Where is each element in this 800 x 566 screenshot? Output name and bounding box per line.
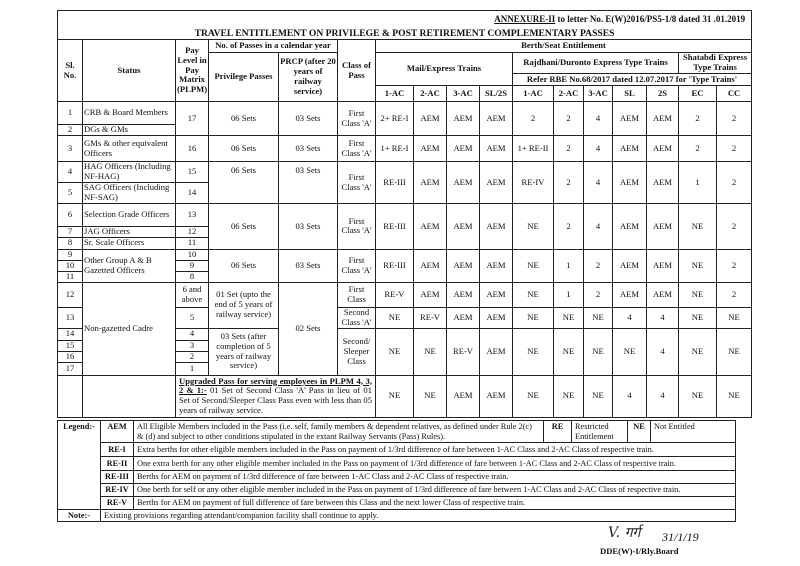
- berth-cell: NE: [513, 375, 554, 418]
- empty-cell: [58, 375, 83, 418]
- berth-cell: 4: [584, 102, 613, 136]
- berth-cell: NE: [554, 375, 584, 418]
- berth-cell: 2: [717, 162, 752, 204]
- legend-code: AEM: [101, 421, 134, 443]
- table-row: [58, 282, 752, 307]
- berth-cell: NE: [554, 307, 584, 328]
- annexure-label: ANNEXURE-II: [494, 14, 556, 24]
- berth-cell: 1+ RE-II: [513, 136, 554, 162]
- berth-cell: RE-V: [447, 328, 480, 375]
- class-cell: First Class 'A': [338, 249, 376, 282]
- legend-text: Restricted Entitlement: [572, 421, 628, 443]
- pay-cell: 14: [176, 183, 209, 204]
- col-mail-2ac: 2-AC: [414, 86, 447, 102]
- sl-cell: 8: [58, 237, 83, 249]
- sl-cell: 3: [58, 136, 83, 162]
- berth-cell: AEM: [480, 162, 513, 204]
- pay-cell: 8: [176, 271, 209, 282]
- col-raj-2s: 2S: [647, 86, 679, 102]
- berth-cell: NE: [376, 375, 414, 418]
- col-mail-3ac: 3-AC: [447, 86, 480, 102]
- sl-cell: 4: [58, 162, 83, 183]
- sl-cell: 9: [58, 249, 83, 260]
- legend-code: RE-IV: [101, 484, 134, 497]
- legend-table: [57, 420, 736, 522]
- page-title: TRAVEL ENTITLEMENT ON PRIVILEGE & POST RETIREMENT COMPLEMENTARY PASSES: [194, 28, 615, 39]
- berth-cell: 4: [647, 328, 679, 375]
- note-text: Existing provisions regarding attendant/companion facility shall continue to apply.: [101, 509, 736, 522]
- berth-cell: AEM: [613, 204, 647, 250]
- berth-cell: 2: [584, 282, 613, 307]
- sl-cell: 1: [58, 102, 83, 125]
- berth-cell: AEM: [480, 204, 513, 250]
- berth-cell: AEM: [414, 136, 447, 162]
- berth-cell: 4: [613, 375, 647, 418]
- berth-cell: RE-III: [376, 204, 414, 250]
- class-cell: First Class: [338, 282, 376, 307]
- sl-cell: 7: [58, 227, 83, 238]
- berth-cell: AEM: [613, 102, 647, 136]
- privilege-cell: 06 Sets: [209, 204, 279, 250]
- berth-cell: NE: [414, 328, 447, 375]
- legend-label: Legend:-: [58, 421, 101, 510]
- header-sl: Sl. No.: [58, 40, 83, 102]
- status-cell: Non-gazetted Cadre: [83, 282, 176, 375]
- legend-text: Extra berths for other eligible members included in the Pass on payment of 1/3rd difference of fare between 1-AC Class and 2-AC Class of respective train.: [134, 443, 736, 457]
- berth-cell: AEM: [647, 249, 679, 282]
- berth-cell: 2: [717, 249, 752, 282]
- berth-cell: AEM: [447, 249, 480, 282]
- berth-cell: NE: [584, 328, 613, 375]
- berth-cell: 4: [584, 204, 613, 250]
- status-cell: Selection Grade Officers: [83, 204, 176, 227]
- table-row: [58, 136, 752, 162]
- header-shatabdi: Shatabdi Express Type Trains: [679, 53, 752, 74]
- berth-cell: RE-III: [376, 249, 414, 282]
- sl-cell: 15: [58, 340, 83, 351]
- sl-cell: 5: [58, 183, 83, 204]
- berth-cell: AEM: [447, 375, 480, 418]
- berth-cell: AEM: [480, 136, 513, 162]
- berth-cell: NE: [679, 249, 717, 282]
- sl-cell: 10: [58, 260, 83, 271]
- berth-cell: 1+ RE-I: [376, 136, 414, 162]
- berth-cell: NE: [513, 282, 554, 307]
- berth-cell: AEM: [480, 282, 513, 307]
- privilege-cell: 06 Sets: [209, 102, 279, 136]
- berth-cell: AEM: [414, 204, 447, 250]
- entitlement-table: [57, 10, 752, 418]
- prcp-cell: 03 Sets: [279, 136, 338, 162]
- pay-cell: 2: [176, 351, 209, 362]
- berth-cell: AEM: [414, 249, 447, 282]
- berth-cell: 2: [717, 282, 752, 307]
- berth-cell: AEM: [414, 102, 447, 136]
- pay-cell: 9: [176, 260, 209, 271]
- legend-text: One extra berth for any other eligible member included in the Pass on payment of 1/3rd difference of fare between 1-AC Class and 2-AC Class of respective train.: [134, 457, 736, 471]
- prcp-cell: 03 Sets: [279, 102, 338, 136]
- class-cell: First Class 'A': [338, 102, 376, 136]
- berth-cell: 1: [554, 249, 584, 282]
- legend-text: All Eligible Members included in the Pass (i.e. self, family members & dependent relatives, as defined under Rule 2(c) & (d) and subject to other conditions stipulated in the extant Railway Servants (Pass) Rules).: [134, 421, 544, 443]
- status-cell: Sr. Scale Officers: [83, 237, 176, 249]
- legend-text: Not Entitled: [651, 421, 736, 443]
- berth-cell: AEM: [647, 162, 679, 204]
- status-cell: GMs & other equivalent Officers: [83, 136, 176, 162]
- header-refer: Refer RBE No.68/2017 dated 12.07.2017 for 'Type Trains': [513, 74, 752, 86]
- sl-cell: 16: [58, 351, 83, 362]
- privilege-cell: 03 Sets (after completion of 5 years of railway service): [209, 328, 279, 375]
- prcp-cell: 03 Sets: [279, 249, 338, 282]
- berth-cell: 2: [679, 102, 717, 136]
- privilege-cell: 01 Set (upto the end of 5 years of railway service): [209, 282, 279, 328]
- status-cell: HAG Officers (Including NF-HAG): [83, 162, 176, 183]
- berth-cell: 4: [647, 307, 679, 328]
- berth-cell: NE: [679, 328, 717, 375]
- prcp-cell: 02 Sets: [279, 282, 338, 375]
- berth-cell: NE: [513, 328, 554, 375]
- berth-cell: AEM: [447, 102, 480, 136]
- header-prcp: PRCP (after 20 years of railway service): [279, 53, 338, 102]
- empty-cell: [83, 375, 176, 418]
- annexure-reference: [494, 14, 745, 24]
- header-privilege: Privilege Passes: [209, 53, 279, 102]
- class-cell: First Class 'A': [338, 136, 376, 162]
- signature-date: 31/1/19: [662, 530, 699, 544]
- berth-cell: AEM: [447, 162, 480, 204]
- signature: V. गर्ग: [608, 525, 641, 541]
- privilege-cell: 06 Sets: [209, 162, 279, 204]
- col-raj-2ac: 2-AC: [554, 86, 584, 102]
- berth-cell: 2+ RE-I: [376, 102, 414, 136]
- privilege-cell: 06 Sets: [209, 136, 279, 162]
- header-rajdhani: Rajdhani/Duronto Express Type Trains: [513, 53, 679, 74]
- sl-cell: 11: [58, 271, 83, 282]
- berth-cell: 2: [717, 204, 752, 250]
- col-shatabdi-cc: CC: [717, 86, 752, 102]
- berth-cell: RE-IV: [513, 162, 554, 204]
- legend-code: RE: [544, 421, 572, 443]
- berth-cell: 2: [554, 204, 584, 250]
- berth-cell: NE: [513, 204, 554, 250]
- berth-cell: NE: [679, 282, 717, 307]
- berth-cell: 2: [513, 102, 554, 136]
- pay-cell: 16: [176, 136, 209, 162]
- annexure-date: 31 .01.2019: [702, 14, 746, 24]
- berth-cell: AEM: [613, 249, 647, 282]
- class-cell: First Class 'A': [338, 162, 376, 204]
- pay-cell: 5: [176, 307, 209, 328]
- upgraded-text: 01 Set of Second Class 'A' Pass in lieu of 01 Set of Second/Sleeper Class Pass even with less than 05 years of railway service.: [179, 385, 372, 416]
- legend-code: RE-V: [101, 497, 134, 510]
- legend-code: RE-I: [101, 443, 134, 457]
- header-class: Class of Pass: [338, 40, 376, 102]
- pay-cell: 15: [176, 162, 209, 183]
- sl-cell: 6: [58, 204, 83, 227]
- pay-cell: 13: [176, 204, 209, 227]
- berth-cell: NE: [679, 307, 717, 328]
- berth-cell: 4: [647, 375, 679, 418]
- class-cell: Second/ Sleeper Class: [338, 328, 376, 375]
- col-mail-sl2s: SL/2S: [480, 86, 513, 102]
- class-cell: Second Class 'A': [338, 307, 376, 328]
- berth-cell: AEM: [480, 375, 513, 418]
- berth-cell: NE: [613, 328, 647, 375]
- berth-cell: AEM: [647, 204, 679, 250]
- berth-cell: NE: [414, 375, 447, 418]
- signatory-designation: DDE(W)-I/Rly.Board: [600, 546, 679, 556]
- berth-cell: AEM: [447, 307, 480, 328]
- col-raj-sl: SL: [613, 86, 647, 102]
- pay-cell: 12: [176, 227, 209, 238]
- berth-cell: AEM: [447, 136, 480, 162]
- sl-cell: 17: [58, 362, 83, 375]
- table-row: [58, 249, 752, 260]
- pay-cell: 3: [176, 340, 209, 351]
- berth-cell: AEM: [647, 136, 679, 162]
- berth-cell: NE: [679, 204, 717, 250]
- class-cell: First Class 'A': [338, 204, 376, 250]
- berth-cell: 1: [554, 282, 584, 307]
- legend-text: Berths for AEM on payment of full difference of fare between this Class and the next lower Class of respective train.: [134, 497, 736, 510]
- berth-cell: 4: [584, 136, 613, 162]
- berth-cell: AEM: [480, 249, 513, 282]
- berth-cell: AEM: [480, 307, 513, 328]
- pay-cell: 6 and above: [176, 282, 209, 307]
- col-raj-1ac: 1-AC: [513, 86, 554, 102]
- berth-cell: AEM: [414, 282, 447, 307]
- status-cell: Other Group A & B Gazetted Officers: [83, 249, 176, 282]
- berth-cell: NE: [513, 249, 554, 282]
- upgraded-pass-row: [58, 375, 752, 418]
- col-mail-1ac: 1-AC: [376, 86, 414, 102]
- upgraded-heading: Upgraded Pass for serving employees in PLPM 4, 3, 2 & 1:-: [179, 375, 372, 396]
- header-berth: Berth/Seat Entitlement: [376, 40, 752, 53]
- berth-cell: AEM: [647, 282, 679, 307]
- berth-cell: AEM: [447, 282, 480, 307]
- berth-cell: AEM: [480, 102, 513, 136]
- legend-text: One berth for self or any other eligible member included in the Pass on payment of 1/3rd difference of fare between 1-AC Class and 2-AC Class of respective train.: [134, 484, 736, 497]
- berth-cell: 2: [679, 136, 717, 162]
- berth-cell: 4: [613, 307, 647, 328]
- status-cell: SAG Officers (Including NF-SAG): [83, 183, 176, 204]
- berth-cell: AEM: [480, 328, 513, 375]
- berth-cell: 2: [554, 162, 584, 204]
- berth-cell: 4: [584, 162, 613, 204]
- berth-cell: AEM: [414, 162, 447, 204]
- sl-cell: 12: [58, 282, 83, 307]
- upgraded-pass-note: [176, 375, 376, 418]
- berth-cell: AEM: [613, 136, 647, 162]
- berth-cell: AEM: [647, 102, 679, 136]
- document-header: [58, 11, 752, 40]
- table-row: [58, 162, 752, 183]
- prcp-cell: 03 Sets: [279, 162, 338, 204]
- annexure-text: to letter No. E(W)2016/PS5-1/8 dated: [557, 14, 701, 24]
- note-label: Note:-: [58, 509, 101, 522]
- berth-cell: NE: [554, 328, 584, 375]
- header-passes: No. of Passes in a calendar year: [209, 40, 338, 53]
- berth-cell: 2: [584, 249, 613, 282]
- berth-cell: RE-V: [376, 282, 414, 307]
- status-cell: JAG Officers: [83, 227, 176, 238]
- header-pay-level: Pay Level in Pay Matrix (PLPM): [176, 40, 209, 102]
- berth-cell: AEM: [613, 282, 647, 307]
- privilege-cell: 06 Sets: [209, 249, 279, 282]
- header-mail-express: Mail/Express Trains: [376, 53, 513, 86]
- sl-cell: 14: [58, 328, 83, 340]
- pay-cell: 1: [176, 362, 209, 375]
- berth-cell: 2: [554, 136, 584, 162]
- status-cell: DGs & GMs: [83, 125, 176, 136]
- pay-cell: 10: [176, 249, 209, 260]
- col-shatabdi-ec: EC: [679, 86, 717, 102]
- berth-cell: NE: [679, 375, 717, 418]
- berth-cell: 2: [717, 136, 752, 162]
- berth-cell: NE: [584, 375, 613, 418]
- berth-cell: NE: [376, 307, 414, 328]
- berth-cell: AEM: [447, 204, 480, 250]
- berth-cell: NE: [376, 328, 414, 375]
- pay-cell: 11: [176, 237, 209, 249]
- berth-cell: NE: [717, 375, 752, 418]
- berth-cell: AEM: [613, 162, 647, 204]
- legend-code: NE: [628, 421, 651, 443]
- berth-cell: RE-V: [414, 307, 447, 328]
- berth-cell: 1: [679, 162, 717, 204]
- sl-cell: 2: [58, 125, 83, 136]
- header-status: Status: [83, 40, 176, 102]
- legend-code: RE-III: [101, 471, 134, 484]
- status-cell: CRB & Board Members: [83, 102, 176, 125]
- berth-cell: NE: [513, 307, 554, 328]
- pay-cell: 4: [176, 328, 209, 340]
- legend-text: Berths for AEM on payment of 1/3rd difference of fare between 1-AC Class and 2-AC Class of respective train.: [134, 471, 736, 484]
- prcp-cell: 03 Sets: [279, 204, 338, 250]
- berth-cell: NE: [717, 307, 752, 328]
- legend-code: RE-II: [101, 457, 134, 471]
- table-row: [58, 102, 752, 125]
- berth-cell: 2: [554, 102, 584, 136]
- pay-cell: 17: [176, 102, 209, 136]
- berth-cell: NE: [584, 307, 613, 328]
- table-row: [58, 204, 752, 227]
- berth-cell: 2: [717, 102, 752, 136]
- berth-cell: NE: [717, 328, 752, 375]
- col-raj-3ac: 3-AC: [584, 86, 613, 102]
- berth-cell: RE-III: [376, 162, 414, 204]
- sl-cell: 13: [58, 307, 83, 328]
